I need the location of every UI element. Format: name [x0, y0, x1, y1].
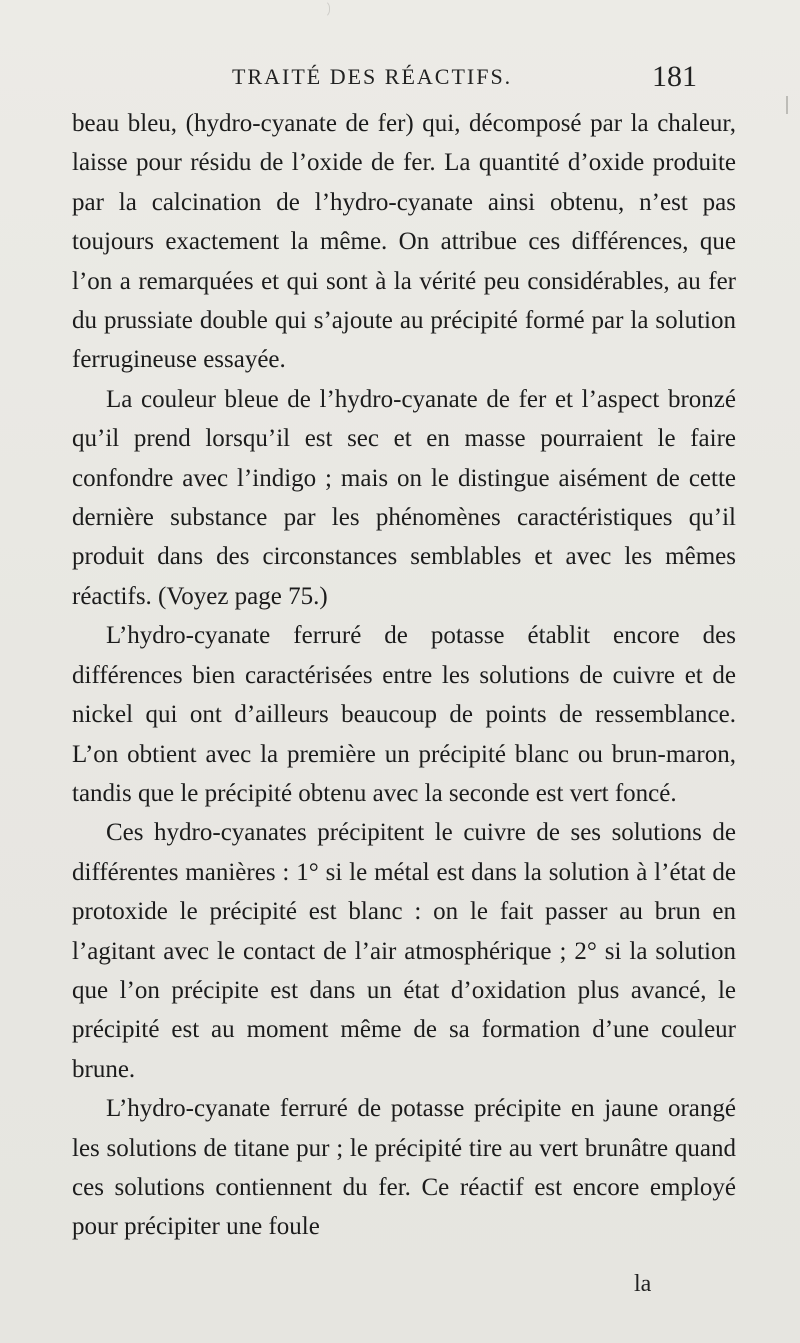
paper-mark-edge: [786, 96, 788, 114]
running-title: TRAITÉ DES RÉACTIFS.: [232, 64, 513, 89]
paragraph-1: beau bleu, (hydro-cyanate de fer) qui, décomposé par la chaleur, laisse pour résidu de l’oxide de fer. La quantité d’oxide produite par la calcination de l’hydro-cyanate ainsi obtenu, n’est pas toujours exactement la même. On attribue ces différences, que l’on a remarquées et qui sont à la vérité peu considérables, au fer du prussiate double qui s’ajoute au précipité formé par la solution ferrugineuse essayée.: [72, 110, 736, 374]
paragraph-3: L’hydro-cyanate ferruré de potasse établit encore des différences bien caractérisées entre les solutions de cuivre et de nickel qui ont d’ailleurs beaucoup de points de ressemblance. L’on obtient avec la première un précipité blanc ou brun-maron, tandis que le précipité obtenu avec la seconde est vert foncé.: [72, 622, 736, 807]
page-header: [0, 60, 800, 104]
paragraph-4: Ces hydro-cyanates précipitent le cuivre de ses solutions de différentes manières : 1° si le métal est dans la solution à l’état de protoxide le précipité est blanc : on le fait passer au brun en l’agitant avec le contact de l’air atmosphérique ; 2° si la solution que l’on précipite est dans un état d’oxidation plus avancé, le précipité est au moment même de sa formation d’une couleur brune.: [72, 819, 736, 1083]
body-text: [72, 104, 736, 1247]
paragraph-5: L’hydro-cyanate ferruré de potasse précipite en jaune orangé les solutions de titane pur ; le précipité tire au vert brunâtre quand ces solutions contiennent du fer. Ce réactif est encore employé pour précipiter une foule: [72, 1095, 736, 1241]
catchword: la: [634, 1271, 652, 1297]
paragraph-2: La couleur bleue de l’hydro-cyanate de fer et l’aspect bronzé qu’il prend lorsqu’il est sec et en masse pourraient le faire confondre avec l’indigo ; mais on le distingue aisément de cette dernière substance par les phénomènes caractéristiques qu’il produit dans des circonstances semblables et avec les mêmes réactifs. (Voyez page 75.): [72, 385, 736, 610]
page-number: 181: [652, 60, 697, 93]
paper-mark: [312, 0, 330, 18]
